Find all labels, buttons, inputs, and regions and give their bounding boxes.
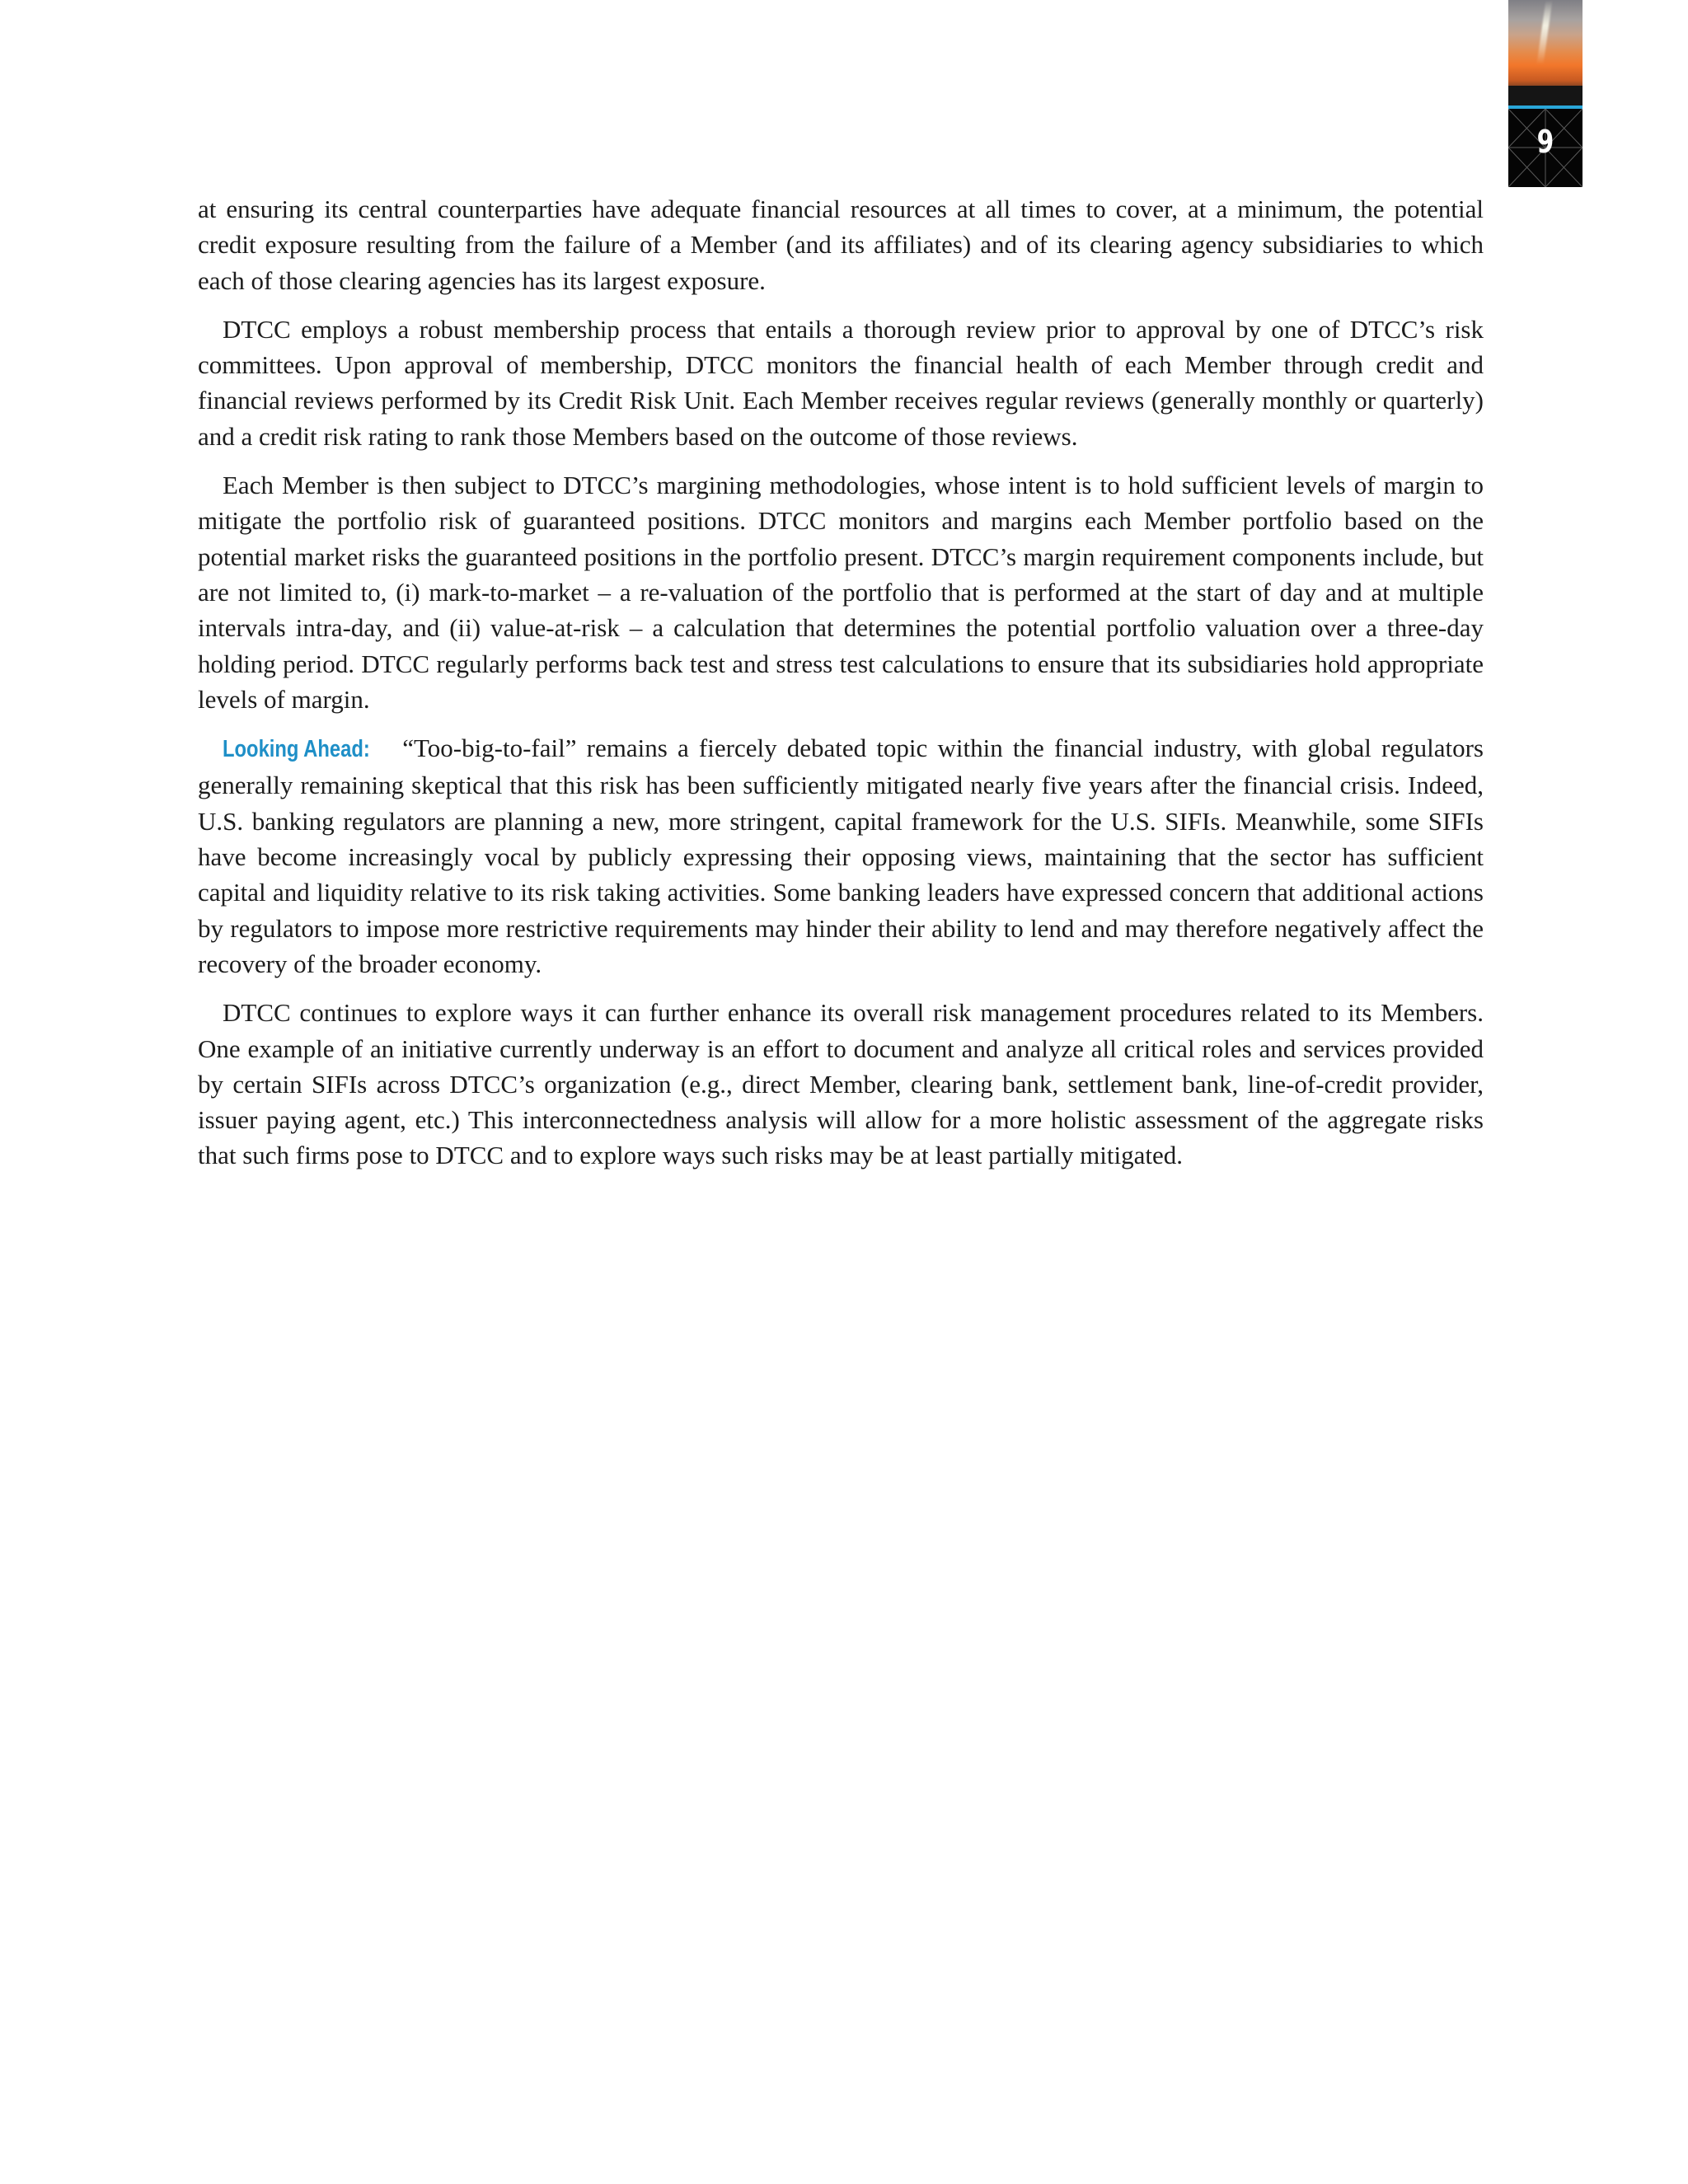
looking-ahead-heading: Looking Ahead:: [223, 736, 370, 763]
page-tab: [1508, 0, 1582, 187]
paragraph-text: “Too-big-to-fail” remains a fiercely debated topic within the financial industry, with global regulators generally remaining skeptical that this risk has been sufficiently mitigated nearly five years after the financial crisis. Indeed, U.S. banking regulators are planning a new, more stringent, capital framework for the U.S. SIFIs. Meanwhile, some SIFIs have become increasingly vocal by publicly expressing their opposing views, maintaining that the sector has sufficient capital and liquidity relative to its risk taking activities. Some banking leaders have expressed concern that additional actions by regulators to impose more restrictive requirements may hinder their ability to lend and may therefore negatively affect the recovery of the broader economy.: [198, 733, 1484, 978]
paragraph: Each Member is then subject to DTCC’s margining methodologies, whose intent is to hold sufficient levels of margin to mitigate the portfolio risk of guaranteed positions. DTCC monitors and margins each Member portfolio based on the potential market risks the guaranteed positions in the portfolio present. DTCC’s margin requirement components include, but are not limited to, (i) mark-to-market – a re-valuation of the portfolio that is performed at the start of day and at multiple intervals intra-day, and (ii) value-at-risk – a calculation that determines the potential portfolio valuation over a three-day holding period. DTCC regularly performs back test and stress test calculations to ensure that its subsidiaries hold appropriate levels of margin.: [198, 471, 1484, 714]
page-number-box: [1508, 109, 1582, 187]
page-number: 9: [1536, 124, 1554, 160]
lightning-bolt-graphic: [1537, 0, 1553, 64]
paragraph-looking-ahead: [198, 730, 1484, 982]
body-text: [198, 191, 1484, 1187]
paragraph: at ensuring its central counterparties have adequate financial resources at all times to cover, at a minimum, the potential credit exposure resulting from the failure of a Member (and its affiliates) and of its clearing agency subsidiaries to which each of those clearing agencies has its largest exposure.: [198, 194, 1484, 295]
storm-photo-image: [1508, 0, 1582, 109]
paragraph: DTCC continues to explore ways it can further enhance its overall risk management procedures related to its Members. One example of an initiative currently underway is an effort to document and analyze all critical roles and services provided by certain SIFIs across DTCC’s organization (e.g., direct Member, clearing bank, settlement bank, line-of-credit provider, issuer paying agent, etc.) This interconnectedness analysis will allow for a more holistic assessment of the aggregate risks that such firms pose to DTCC and to explore ways such risks may be at least partially mitigated.: [198, 998, 1484, 1170]
paragraph: DTCC employs a robust membership process that entails a thorough review prior to approval by one of DTCC’s risk committees. Upon approval of membership, DTCC monitors the financial health of each Member through credit and financial reviews performed by its Credit Risk Unit. Each Member receives regular reviews (generally monthly or quarterly) and a credit risk rating to rank those Members based on the outcome of those reviews.: [198, 314, 1484, 451]
